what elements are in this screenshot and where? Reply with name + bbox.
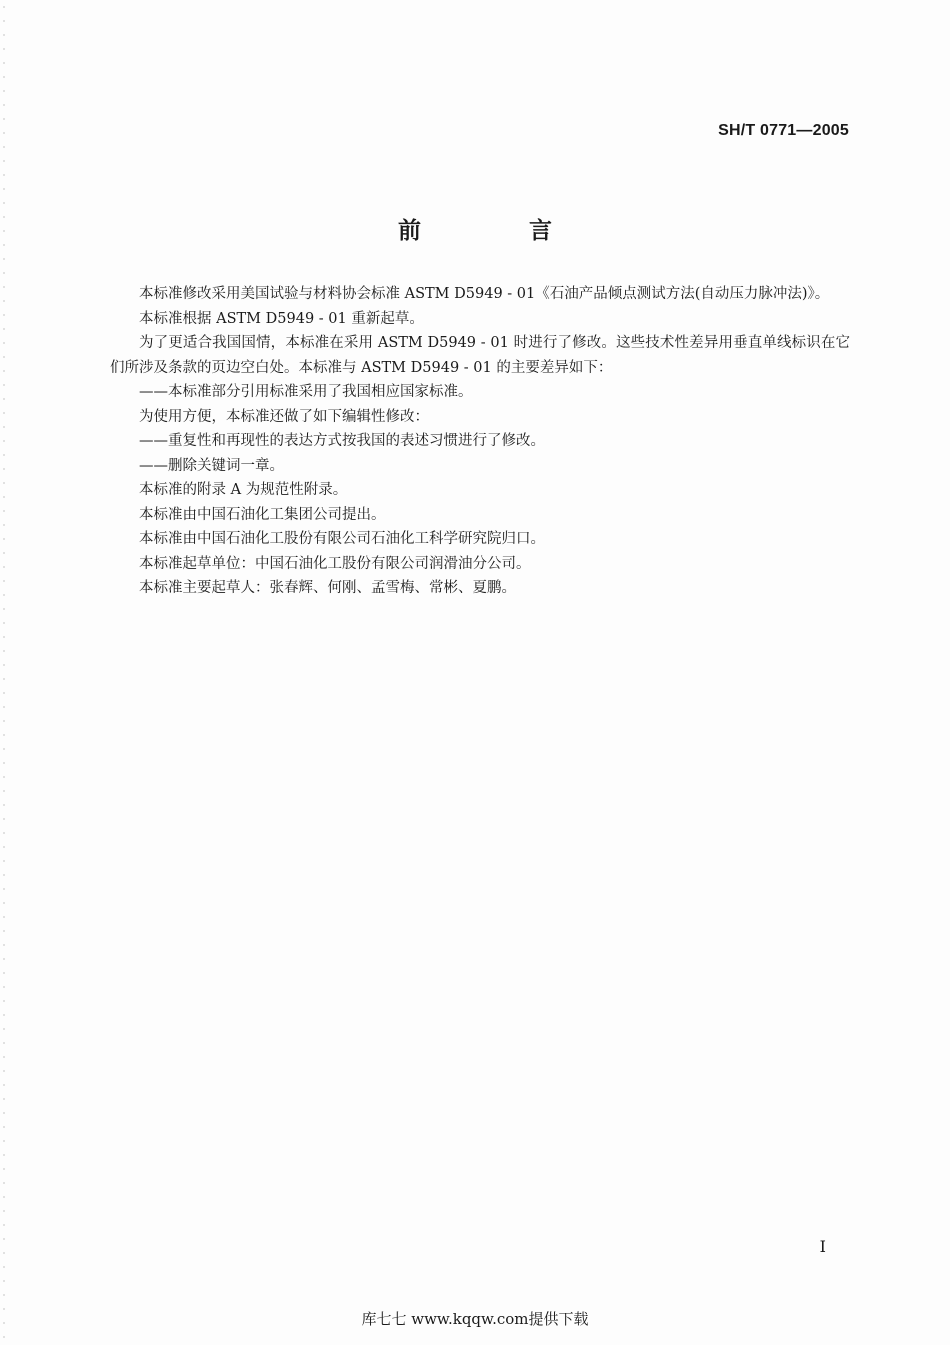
page-number: I <box>819 1237 826 1256</box>
list-item: ——本标准部分引用标准采用了我国相应国家标准。 <box>139 384 473 400</box>
download-footer: 库七七 www.kqqw.com提供下载 <box>361 1310 589 1328</box>
list-item: ——删除关键词一章。 <box>139 457 284 474</box>
standard-number: SH/T 0771—2005 <box>718 122 849 139</box>
page-title: 前 言 <box>397 218 602 244</box>
paragraph: 为了更适合我国国情，本标准在采用 ASTM D5949 - 01 时进行了修改。这些技术性差异用垂直单线标识在它们所涉及条款的页边空白处。本标准与 ASTM D5949 - 01 的主要差异如下： <box>110 335 850 376</box>
paragraph: 本标准的附录 A 为规范性附录。 <box>139 482 348 498</box>
paragraph: 本标准根据 ASTM D5949 - 01 重新起草。 <box>139 310 424 327</box>
binding-margin <box>3 0 5 1345</box>
paragraph: 本标准修改采用美国试验与材料协会标准 ASTM D5949 - 01《石油产品倾点测试方法(自动压力脉冲法)》。 <box>139 286 830 302</box>
list-item: ——重复性和再现性的表达方式按我国的表述习惯进行了修改。 <box>139 433 545 449</box>
foreword-body <box>110 282 850 601</box>
paragraph: 为使用方便，本标准还做了如下编辑性修改： <box>139 408 429 425</box>
paragraph: 本标准由中国石油化工集团公司提出。 <box>139 506 386 523</box>
paragraph: 本标准由中国石油化工股份有限公司石油化工科学研究院归口。 <box>139 531 545 547</box>
paragraph: 本标准主要起草人：张春辉、何刚、孟雪梅、常彬、夏鹏。 <box>139 580 516 596</box>
paragraph: 本标准起草单位：中国石油化工股份有限公司润滑油分公司。 <box>139 555 531 572</box>
